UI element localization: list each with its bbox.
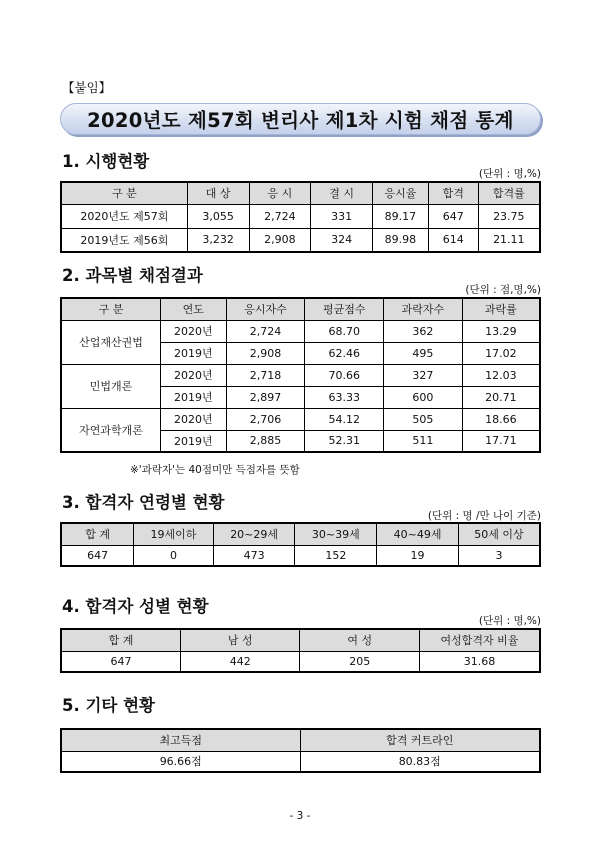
document-title: 2020년도 제57회 변리사 제1차 시험 채점 통계 (87, 109, 514, 132)
table-row (61, 408, 540, 430)
table-cell: 2,908 (249, 228, 311, 252)
header-cell: 합격률 (478, 182, 540, 204)
header-cell: 40~49세 (377, 523, 459, 545)
table-cell: 19 (377, 545, 459, 566)
header-cell: 합격 (428, 182, 478, 204)
header-cell: 여성합격자 비율 (419, 629, 540, 651)
header-cell: 합 계 (61, 629, 180, 651)
table-cell: 600 (384, 386, 463, 408)
table-cell: 2019년 (160, 386, 226, 408)
section-1-title: 1. 시행현황 (62, 152, 150, 171)
header-cell: 연도 (160, 298, 226, 320)
table-header-row (61, 629, 540, 651)
section-2-title: 2. 과목별 채점결과 (62, 266, 203, 285)
table-cell: 495 (384, 342, 463, 364)
header-cell: 과락률 (462, 298, 540, 320)
subject-cell: 자연과학개론 (61, 408, 160, 452)
table-cell: 17.02 (462, 342, 540, 364)
subject-cell: 산업재산권법 (61, 320, 160, 364)
header-cell: 응 시 (249, 182, 311, 204)
section-3-title: 3. 합격자 연령별 현황 (62, 493, 225, 512)
table-cell: 442 (180, 651, 299, 672)
table-cell: 647 (428, 204, 478, 228)
table-cell: 2020년 (160, 364, 226, 386)
table-cell: 3,055 (187, 204, 249, 228)
subject-results-table (60, 297, 541, 453)
table-cell: 2,706 (226, 408, 305, 430)
header-cell: 대 상 (187, 182, 249, 204)
table-row (61, 320, 540, 342)
table-cell: 647 (61, 651, 180, 672)
table-cell: 96.66점 (61, 751, 300, 772)
table-cell: 152 (295, 545, 377, 566)
table-cell: 327 (384, 364, 463, 386)
header-cell: 구 분 (61, 298, 160, 320)
header-cell: 여 성 (300, 629, 419, 651)
page-number: - 3 - (289, 810, 311, 822)
table-cell: 13.29 (462, 320, 540, 342)
section-2-unit: (단위 : 점,명,%) (465, 284, 541, 296)
table-cell: 89.98 (373, 228, 429, 252)
section-4-unit: (단위 : 명,%) (478, 615, 541, 627)
table-cell: 2,885 (226, 430, 305, 452)
table-cell: 2,724 (226, 320, 305, 342)
table-cell: 3 (458, 545, 540, 566)
age-status-table (60, 522, 541, 567)
section-1-unit: (단위 : 명,%) (478, 168, 541, 180)
header-cell: 합 계 (61, 523, 134, 545)
table-cell: 54.12 (305, 408, 384, 430)
table-header-row (61, 182, 540, 204)
table-cell: 21.11 (478, 228, 540, 252)
operation-status-table (60, 181, 541, 253)
table-cell: 2019년도 제56회 (61, 228, 187, 252)
table-cell: 647 (61, 545, 134, 566)
section-3-unit: (단위 : 명 /만 나이 기준) (427, 510, 541, 522)
table-cell: 62.46 (305, 342, 384, 364)
table-cell: 331 (311, 204, 373, 228)
table-cell: 31.68 (419, 651, 540, 672)
table-cell: 68.70 (305, 320, 384, 342)
header-cell: 응시율 (373, 182, 429, 204)
table-cell: 2019년 (160, 430, 226, 452)
table-cell: 20.71 (462, 386, 540, 408)
table-header-row (61, 729, 540, 751)
header-cell: 평균점수 (305, 298, 384, 320)
document-title-banner (60, 103, 541, 135)
table-cell: 80.83점 (300, 751, 540, 772)
other-status-table (60, 728, 541, 773)
header-cell: 결 시 (311, 182, 373, 204)
table-cell: 63.33 (305, 386, 384, 408)
table-cell: 2,724 (249, 204, 311, 228)
header-cell: 20~29세 (213, 523, 295, 545)
table-cell: 70.66 (305, 364, 384, 386)
table-cell: 2,718 (226, 364, 305, 386)
table-cell: 324 (311, 228, 373, 252)
header-cell: 합격 커트라인 (300, 729, 540, 751)
header-cell: 50세 이상 (458, 523, 540, 545)
table-row (61, 545, 540, 566)
table-cell: 473 (213, 545, 295, 566)
header-cell: 최고득점 (61, 729, 300, 751)
table-cell: 2,908 (226, 342, 305, 364)
table-cell: 2,897 (226, 386, 305, 408)
header-cell: 응시자수 (226, 298, 305, 320)
table-cell: 205 (300, 651, 419, 672)
header-cell: 30~39세 (295, 523, 377, 545)
table-cell: 0 (134, 545, 214, 566)
table-row (61, 228, 540, 252)
table-cell: 89.17 (373, 204, 429, 228)
table-cell: 2020년 (160, 320, 226, 342)
table-row (61, 364, 540, 386)
header-cell: 남 성 (180, 629, 299, 651)
header-cell: 19세이하 (134, 523, 214, 545)
subject-cell: 민법개론 (61, 364, 160, 408)
header-cell: 구 분 (61, 182, 187, 204)
table-cell: 614 (428, 228, 478, 252)
failing-note: ※'과락자'는 40점미만 득점자를 뜻함 (130, 464, 300, 476)
table-row (61, 751, 540, 772)
table-cell: 511 (384, 430, 463, 452)
table-header-row (61, 298, 540, 320)
table-row (61, 204, 540, 228)
table-cell: 12.03 (462, 364, 540, 386)
table-cell: 18.66 (462, 408, 540, 430)
gender-status-table (60, 628, 541, 673)
table-cell: 2019년 (160, 342, 226, 364)
table-cell: 23.75 (478, 204, 540, 228)
section-5-title: 5. 기타 현황 (62, 696, 155, 715)
header-cell: 과락자수 (384, 298, 463, 320)
table-header-row (61, 523, 540, 545)
table-cell: 17.71 (462, 430, 540, 452)
section-4-title: 4. 합격자 성별 현황 (62, 597, 209, 616)
attachment-label: 【붙임】 (62, 80, 112, 95)
table-cell: 505 (384, 408, 463, 430)
table-cell: 3,232 (187, 228, 249, 252)
table-cell: 2020년도 제57회 (61, 204, 187, 228)
table-row (61, 651, 540, 672)
table-cell: 52.31 (305, 430, 384, 452)
table-cell: 362 (384, 320, 463, 342)
table-cell: 2020년 (160, 408, 226, 430)
